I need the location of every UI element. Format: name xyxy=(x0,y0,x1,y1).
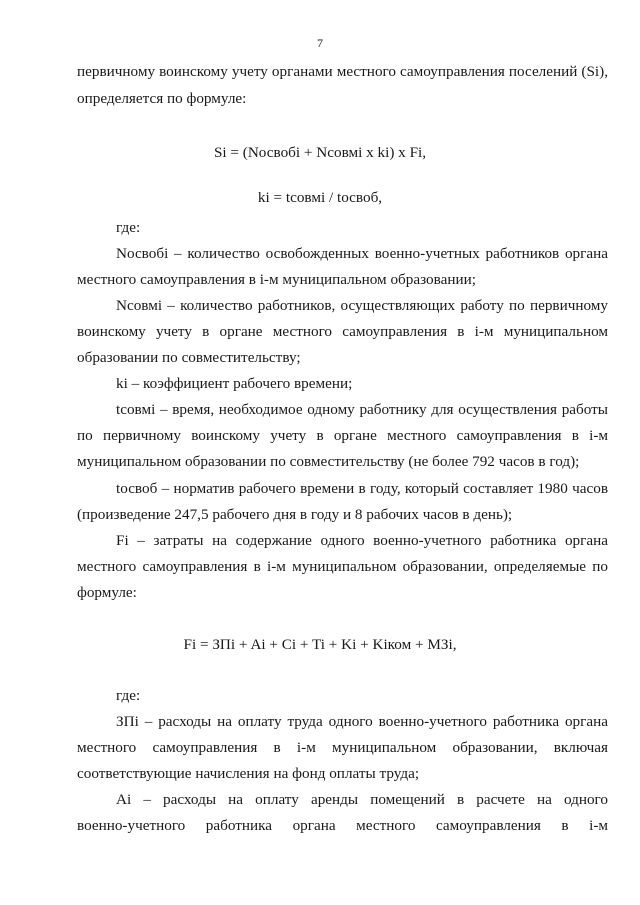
text-line: военно-учетного работника органа местного самоуправления в i-м xyxy=(77,817,608,834)
text-line: местного самоуправления в i-м муниципальном образовании, включая xyxy=(77,739,608,756)
text-line: соответствующие начисления на фонд оплаты труда; xyxy=(77,765,420,782)
text-line: где: xyxy=(116,687,141,704)
text-line: местного самоуправления в i-м муниципальном образовании; xyxy=(77,271,476,288)
text-line: определяется по формуле: xyxy=(77,90,247,107)
text-line: первичному воинскому учету органами местного самоуправления поселений (Si), xyxy=(77,63,608,80)
text-line: воинскому учету в органе местного самоуправления в i-м муниципальном xyxy=(77,323,608,340)
formula-fi: Fi = ЗПi + Ai + Ci + Ti + Ki + Kiком + МЗi, xyxy=(183,636,457,653)
page-number: 7 xyxy=(317,36,323,50)
text-line: ki – коэффициент рабочего времени; xyxy=(116,375,353,392)
text-line: Nсовмi – количество работников, осуществляющих работу по первичному xyxy=(116,297,608,314)
text-line: муниципальном образовании по совместительству (не более 792 часов в год); xyxy=(77,453,580,470)
text-line: tсовмi – время, необходимое одному работнику для осуществления работы xyxy=(116,401,608,418)
text-line: Ai – расходы на оплату аренды помещений в расчете на одного xyxy=(116,791,608,808)
text-line: Nосвобi – количество освобожденных военно-учетных работников органа xyxy=(116,245,608,262)
text-line: tосвоб – норматив рабочего времени в году, который составляет 1980 часов xyxy=(116,480,608,497)
text-line: где: xyxy=(116,219,141,236)
formula-si: Si = (Nосвобi + Nсовмi x ki) x Fi, xyxy=(213,144,427,161)
text-line: ЗПi – расходы на оплату труда одного военно-учетного работника органа xyxy=(116,713,608,730)
text-line: формуле: xyxy=(77,584,137,601)
text-line: по первичному воинскому учету в органе местного самоуправления в i-м xyxy=(77,427,608,444)
text-line: местного самоуправления в i-м муниципальном образовании, определяемые по xyxy=(77,558,608,575)
text-line: Fi – затраты на содержание одного военно-учетного работника органа xyxy=(116,532,608,549)
formula-ki: ki = tсовмi / tосвоб, xyxy=(257,189,383,206)
text-line: (произведение 247,5 рабочего дня в году и 8 рабочих часов в день); xyxy=(77,506,513,523)
text-line: образовании по совместительству; xyxy=(77,349,301,366)
